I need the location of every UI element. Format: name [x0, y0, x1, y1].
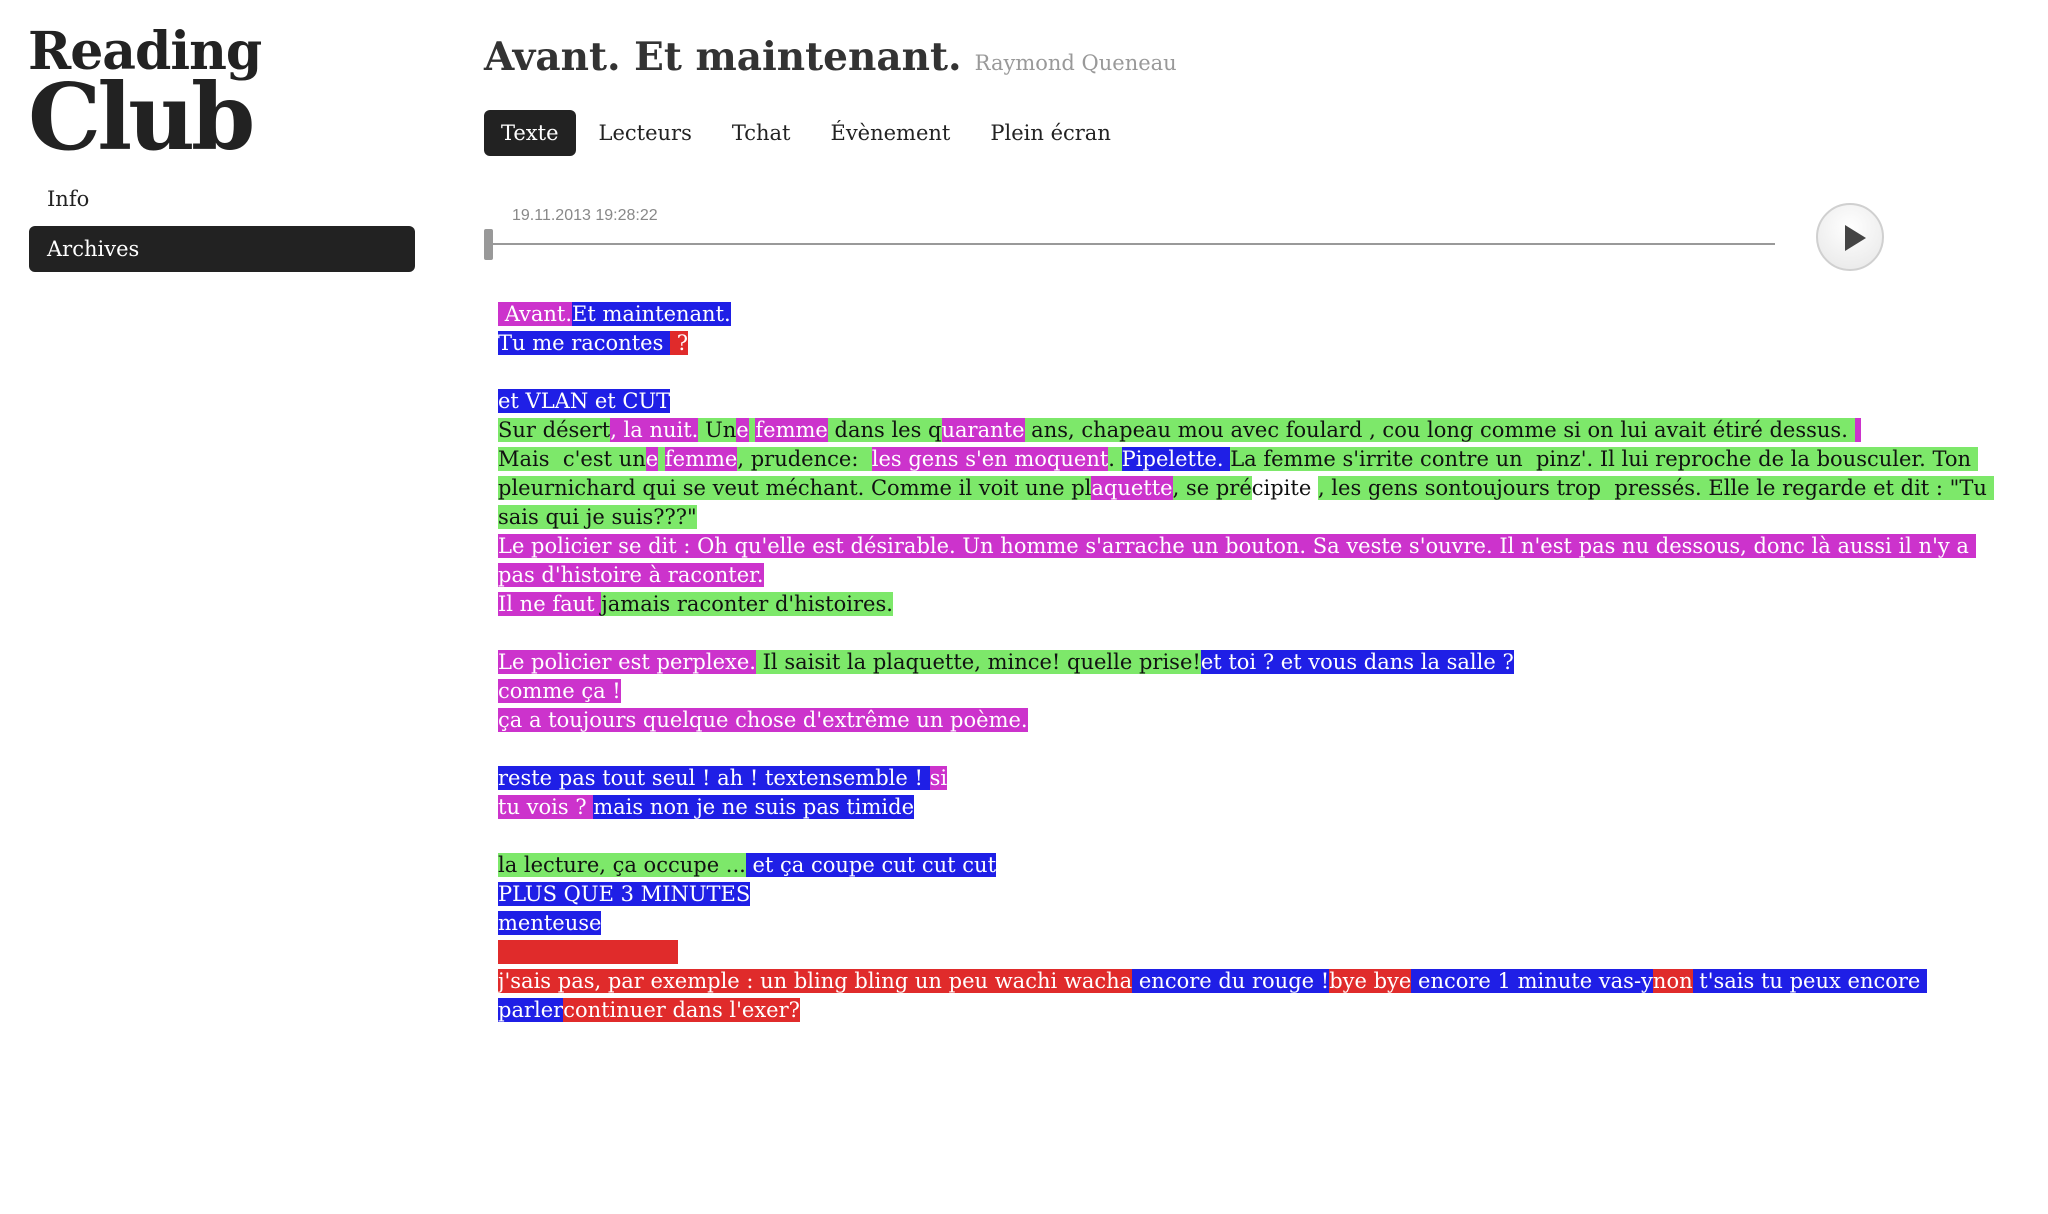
- text-segment: , se pré: [1172, 476, 1252, 500]
- text-segment: encore 1 minute vas-y: [1411, 969, 1653, 993]
- poem-line: [498, 619, 1998, 648]
- poem-line: [498, 938, 1998, 967]
- tab-bar: [484, 110, 1134, 156]
- text-segment: Le policier est perplexe.: [498, 650, 756, 674]
- text-segment: ça a toujours quelque chose d'extrême un poème.: [498, 708, 1028, 732]
- page-title: Avant. Et maintenant.: [484, 34, 962, 80]
- text-segment: Un: [698, 418, 737, 442]
- text-segment: reste pas tout seul ! ah ! textensemble !: [498, 766, 930, 790]
- text-segment: et toi ? et vous dans la salle ?: [1200, 650, 1514, 674]
- logo-line-reading: Reading: [28, 21, 262, 82]
- timeline-handle[interactable]: [484, 229, 493, 260]
- poem-line: [498, 590, 1998, 619]
- text-segment: dans les q: [827, 418, 942, 442]
- text-segment: , les gens sontoujours trop pressés. Elle le regarde et dit : "Tu sais qui je suis???": [498, 476, 1994, 529]
- timeline-timestamp: 19.11.2013 19:28:22: [512, 207, 658, 224]
- text-segment: Mais c'est un: [498, 447, 646, 471]
- text-segment: .: [1108, 447, 1122, 471]
- text-segment: , la nuit.: [610, 418, 699, 442]
- text-segment: la lecture, ça occupe ...: [498, 853, 746, 877]
- play-icon: [1845, 225, 1866, 251]
- text-segment: La femme s'irrite contre un pinz'. Il lui reproche de la bousculer. Ton pleurnichard qui se veut méchant. Comme il voit une pl: [498, 447, 1978, 500]
- text-segment: et VLAN et CUT: [498, 389, 671, 413]
- text-segment: uarante: [941, 418, 1025, 442]
- text-segment: Tu me racontes: [498, 331, 671, 355]
- poem-line: [498, 648, 1998, 677]
- text-segment: PLUS QUE 3 MINUTES: [498, 882, 751, 906]
- sidebar-item-info[interactable]: Info: [47, 187, 90, 211]
- author-name: Raymond Queneau: [974, 51, 1177, 75]
- poem-line: [498, 300, 1998, 329]
- poem-line: [498, 909, 1998, 938]
- text-segment: e: [645, 447, 659, 471]
- poem-line: [498, 387, 1998, 416]
- text-segment: continuer dans l'exer?: [563, 998, 800, 1022]
- text-segment: ?: [670, 331, 688, 355]
- tab-evenement[interactable]: Évènement: [830, 121, 951, 145]
- logo[interactable]: [28, 21, 262, 171]
- poem-line: [498, 764, 1998, 793]
- sidebar-item-archives[interactable]: Archives: [29, 226, 415, 272]
- poem-line: [498, 416, 1998, 445]
- text-segment: les gens s'en moquent: [871, 447, 1109, 471]
- tab-plein-ecran[interactable]: Plein écran: [990, 121, 1111, 145]
- poem-line: [498, 880, 1998, 909]
- text-segment: Il saisit la plaquette, mince! quelle prise!: [755, 650, 1201, 674]
- page-header: [484, 34, 1177, 80]
- text-segment: jamais raconter d'histoires.: [601, 592, 893, 616]
- text-segment: Il ne faut: [498, 592, 602, 616]
- text-segment: ans, chapeau mou avec foulard , cou long comme si on lui avait étiré dessus.: [1024, 418, 1855, 442]
- text-segment: j'sais pas, par exemple : un bling bling un peu wachi wacha: [498, 969, 1133, 993]
- poem-text: [498, 300, 1998, 1025]
- poem-line: [498, 329, 1998, 358]
- poem-line: [498, 735, 1998, 764]
- text-segment: t'sais tu peux encore parler: [498, 969, 1928, 1022]
- poem-line: [498, 677, 1998, 706]
- tab-tchat[interactable]: Tchat: [731, 121, 791, 145]
- text-segment: Avant.: [498, 302, 573, 326]
- poem-line: [498, 706, 1998, 735]
- text-segment: , prudence:: [737, 447, 872, 471]
- text-segment: Et maintenant.: [572, 302, 731, 326]
- text-segment: comme ça !: [498, 679, 621, 703]
- logo-line-club: Club: [28, 63, 252, 171]
- poem-line: [498, 358, 1998, 387]
- text-segment: [498, 940, 678, 964]
- text-segment: femme: [664, 447, 738, 471]
- tab-lecteurs[interactable]: Lecteurs: [598, 121, 692, 145]
- text-segment: mais non je ne suis pas timide: [593, 795, 915, 819]
- poem-line: [498, 445, 1998, 532]
- poem-line: [498, 793, 1998, 822]
- sidebar-nav: [29, 176, 415, 276]
- text-segment: [1855, 418, 1862, 442]
- poem-line: [498, 822, 1998, 851]
- text-segment: femme: [755, 418, 828, 442]
- text-segment: Pipelette.: [1121, 447, 1231, 471]
- text-segment: cipite: [1251, 476, 1318, 500]
- poem-line: [498, 851, 1998, 880]
- text-segment: tu vois ?: [498, 795, 594, 819]
- poem-line: [498, 532, 1998, 590]
- tab-texte[interactable]: Texte: [484, 110, 576, 156]
- text-segment: encore du rouge !: [1132, 969, 1330, 993]
- poem-line: [498, 967, 1998, 1025]
- text-segment: Le policier se dit : Oh qu'elle est désirable. Un homme s'arrache un bouton. Sa veste s'ouvre. Il n'est pas nu dessous, donc là aussi il n'y a pas d'histoire à raconter.: [498, 534, 1976, 587]
- text-segment: bye bye: [1329, 969, 1412, 993]
- text-segment: [658, 447, 665, 471]
- text-segment: e: [736, 418, 749, 442]
- text-segment: menteuse: [498, 911, 602, 935]
- play-button[interactable]: [1816, 203, 1884, 271]
- text-segment: si: [929, 766, 948, 790]
- text-segment: non: [1652, 969, 1693, 993]
- text-segment: aquette: [1091, 476, 1173, 500]
- timeline-track[interactable]: [485, 243, 1775, 245]
- text-segment: et ça coupe cut cut cut: [745, 853, 997, 877]
- text-segment: Sur désert: [498, 418, 611, 442]
